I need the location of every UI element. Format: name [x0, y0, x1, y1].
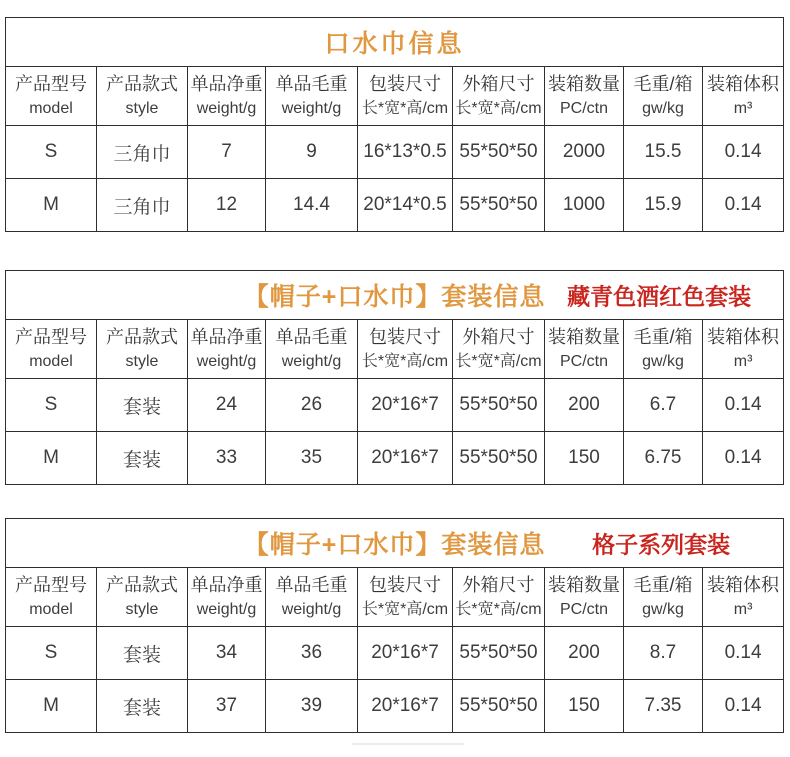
- col-header-package-size-zh: 包装尺寸: [369, 575, 441, 595]
- cell-carton-gross-weight: 6.75: [624, 432, 703, 485]
- cell-gross-weight: 14.4: [266, 179, 358, 232]
- page-root: [0, 17, 790, 757]
- col-header-net-weight-en: weight/g: [196, 353, 257, 370]
- col-header-gross-weight: [266, 320, 358, 379]
- col-header-net-weight: [188, 568, 266, 627]
- table-title: 【帽子+口水巾】套装信息: [243, 283, 546, 311]
- cell-style: 套装: [97, 627, 188, 680]
- cell-package-size: 20*16*7: [358, 432, 453, 485]
- cutoff-content-artifact: [352, 743, 464, 745]
- cell-qty-per-carton: 150: [545, 432, 624, 485]
- col-header-carton-size-zh: 外箱尺寸: [462, 74, 535, 94]
- col-header-package-size: [358, 320, 453, 379]
- cell-model: S: [6, 126, 97, 179]
- cell-net-weight: 24: [188, 379, 266, 432]
- table-subtitle: 藏青色酒红色套装: [567, 283, 752, 310]
- col-header-carton-gross-weight-en: gw/kg: [642, 353, 684, 370]
- cell-carton-volume: 0.14: [703, 680, 784, 733]
- col-header-net-weight-en: weight/g: [196, 100, 257, 117]
- col-header-style: [97, 568, 188, 627]
- col-header-carton-size: [453, 568, 545, 627]
- title-row: [6, 18, 784, 67]
- cell-gross-weight: 39: [266, 680, 358, 733]
- col-header-carton-gross-weight-zh: 毛重/箱: [633, 575, 693, 595]
- table-row-s: [6, 627, 784, 680]
- header-row: [6, 320, 784, 379]
- table-row-m: [6, 432, 784, 485]
- col-header-model: [6, 320, 97, 379]
- col-header-style: [97, 67, 188, 126]
- col-header-carton-volume-en: m³: [733, 353, 753, 370]
- col-header-carton-volume-en: m³: [733, 100, 753, 117]
- col-header-carton-volume-zh: 装箱体积: [707, 327, 780, 347]
- cell-package-size: 20*14*0.5: [358, 179, 453, 232]
- col-header-model: [6, 568, 97, 627]
- cell-carton-gross-weight: 7.35: [624, 680, 703, 733]
- col-header-package-size-zh: 包装尺寸: [369, 327, 441, 347]
- col-header-carton-size: [453, 67, 545, 126]
- col-header-carton-volume-zh: 装箱体积: [707, 575, 780, 595]
- cell-net-weight: 34: [188, 627, 266, 680]
- col-header-carton-volume: [703, 568, 784, 627]
- col-header-carton-size: [453, 320, 545, 379]
- cell-carton-gross-weight: 8.7: [624, 627, 703, 680]
- cell-gross-weight: 36: [266, 627, 358, 680]
- col-header-model-en: model: [29, 353, 73, 370]
- cell-carton-gross-weight: 15.5: [624, 126, 703, 179]
- col-header-net-weight: [188, 67, 266, 126]
- cell-gross-weight: 9: [266, 126, 358, 179]
- cell-carton-size: 55*50*50: [453, 680, 545, 733]
- col-header-carton-size-en: 长*宽*高/cm: [455, 353, 542, 370]
- col-header-model-zh: 产品型号: [15, 575, 87, 595]
- table-row-s: [6, 126, 784, 179]
- col-header-gross-weight-en: weight/g: [281, 353, 342, 370]
- col-header-model-en: model: [29, 601, 73, 618]
- col-header-gross-weight-zh: 单品毛重: [275, 74, 348, 94]
- col-header-style-zh: 产品款式: [106, 327, 178, 347]
- col-header-net-weight-zh: 单品净重: [190, 74, 263, 94]
- col-header-qty-per-carton: [545, 568, 624, 627]
- cell-carton-size: 55*50*50: [453, 379, 545, 432]
- col-header-carton-gross-weight: [624, 568, 703, 627]
- cell-model: M: [6, 680, 97, 733]
- cell-net-weight: 7: [188, 126, 266, 179]
- col-header-gross-weight-zh: 单品毛重: [275, 575, 348, 595]
- table-title-cell: [6, 519, 784, 568]
- cell-model: S: [6, 379, 97, 432]
- cell-qty-per-carton: 200: [545, 379, 624, 432]
- col-header-carton-size-zh: 外箱尺寸: [462, 327, 535, 347]
- col-header-net-weight-zh: 单品净重: [190, 327, 263, 347]
- col-header-net-weight-zh: 单品净重: [190, 575, 263, 595]
- col-header-package-size-en: 长*宽*高/cm: [361, 353, 449, 370]
- cell-gross-weight: 26: [266, 379, 358, 432]
- col-header-style-en: style: [125, 100, 159, 117]
- table-row-s: [6, 379, 784, 432]
- table-title-cell: [6, 271, 784, 320]
- col-header-qty-per-carton-en: PC/ctn: [559, 100, 608, 117]
- col-header-carton-size-zh: 外箱尺寸: [462, 575, 535, 595]
- col-header-qty-per-carton-en: PC/ctn: [559, 353, 608, 370]
- col-header-carton-size-en: 长*宽*高/cm: [455, 601, 542, 618]
- table-row-m: [6, 680, 784, 733]
- col-header-style-zh: 产品款式: [106, 74, 178, 94]
- cell-carton-gross-weight: 15.9: [624, 179, 703, 232]
- col-header-gross-weight-en: weight/g: [281, 100, 342, 117]
- cell-qty-per-carton: 150: [545, 680, 624, 733]
- col-header-carton-size-en: 长*宽*高/cm: [455, 100, 542, 117]
- col-header-package-size-en: 长*宽*高/cm: [361, 100, 449, 117]
- col-header-model-zh: 产品型号: [15, 327, 87, 347]
- col-header-style-en: style: [125, 353, 159, 370]
- col-header-qty-per-carton-zh: 装箱数量: [548, 74, 620, 94]
- header-row: [6, 568, 784, 627]
- table-set-plaid: [5, 518, 784, 733]
- cell-carton-volume: 0.14: [703, 432, 784, 485]
- col-header-net-weight-en: weight/g: [196, 601, 257, 618]
- col-header-model: [6, 67, 97, 126]
- col-header-carton-gross-weight: [624, 67, 703, 126]
- cell-carton-volume: 0.14: [703, 379, 784, 432]
- col-header-qty-per-carton: [545, 320, 624, 379]
- cell-package-size: 20*16*7: [358, 627, 453, 680]
- cell-carton-size: 55*50*50: [453, 627, 545, 680]
- col-header-qty-per-carton: [545, 67, 624, 126]
- cell-carton-volume: 0.14: [703, 627, 784, 680]
- col-header-carton-volume-zh: 装箱体积: [707, 74, 780, 94]
- cell-package-size: 20*16*7: [358, 680, 453, 733]
- title-row: [6, 271, 784, 320]
- cell-carton-volume: 0.14: [703, 126, 784, 179]
- table-row-m: [6, 179, 784, 232]
- col-header-carton-volume-en: m³: [733, 601, 753, 618]
- cell-qty-per-carton: 200: [545, 627, 624, 680]
- col-header-gross-weight-en: weight/g: [281, 601, 342, 618]
- col-header-style-zh: 产品款式: [106, 575, 178, 595]
- cell-package-size: 20*16*7: [358, 379, 453, 432]
- col-header-carton-volume: [703, 320, 784, 379]
- cell-style: 套装: [97, 680, 188, 733]
- cell-model: M: [6, 179, 97, 232]
- cell-net-weight: 37: [188, 680, 266, 733]
- cell-carton-gross-weight: 6.7: [624, 379, 703, 432]
- cell-style: 三角巾: [97, 126, 188, 179]
- col-header-model-en: model: [29, 100, 73, 117]
- col-header-style: [97, 320, 188, 379]
- table-title-cell: [6, 18, 784, 67]
- table-subtitle: 格子系列套装: [592, 531, 731, 558]
- table-set-navy-winered: [5, 270, 784, 485]
- col-header-net-weight: [188, 320, 266, 379]
- col-header-package-size-zh: 包装尺寸: [369, 74, 441, 94]
- col-header-carton-gross-weight-zh: 毛重/箱: [633, 327, 693, 347]
- col-header-carton-volume: [703, 67, 784, 126]
- cell-model: M: [6, 432, 97, 485]
- cell-qty-per-carton: 1000: [545, 179, 624, 232]
- table-bib-info: [5, 17, 784, 232]
- cell-carton-size: 55*50*50: [453, 126, 545, 179]
- col-header-package-size: [358, 568, 453, 627]
- col-header-carton-gross-weight-en: gw/kg: [642, 100, 684, 117]
- cell-carton-volume: 0.14: [703, 179, 784, 232]
- cell-gross-weight: 35: [266, 432, 358, 485]
- title-row: [6, 519, 784, 568]
- cell-style: 三角巾: [97, 179, 188, 232]
- col-header-carton-gross-weight: [624, 320, 703, 379]
- col-header-package-size: [358, 67, 453, 126]
- cell-style: 套装: [97, 432, 188, 485]
- table-title: 【帽子+口水巾】套装信息: [243, 531, 546, 559]
- col-header-gross-weight: [266, 568, 358, 627]
- header-row: [6, 67, 784, 126]
- col-header-gross-weight: [266, 67, 358, 126]
- table-title: 口水巾信息: [324, 30, 465, 58]
- col-header-qty-per-carton-zh: 装箱数量: [548, 575, 620, 595]
- cell-model: S: [6, 627, 97, 680]
- cell-net-weight: 33: [188, 432, 266, 485]
- cell-net-weight: 12: [188, 179, 266, 232]
- col-header-gross-weight-zh: 单品毛重: [275, 327, 348, 347]
- cell-style: 套装: [97, 379, 188, 432]
- col-header-style-en: style: [125, 601, 159, 618]
- col-header-model-zh: 产品型号: [15, 74, 87, 94]
- col-header-carton-gross-weight-zh: 毛重/箱: [633, 74, 693, 94]
- cell-package-size: 16*13*0.5: [358, 126, 453, 179]
- cell-qty-per-carton: 2000: [545, 126, 624, 179]
- col-header-qty-per-carton-zh: 装箱数量: [548, 327, 620, 347]
- col-header-qty-per-carton-en: PC/ctn: [559, 601, 608, 618]
- cell-carton-size: 55*50*50: [453, 179, 545, 232]
- col-header-carton-gross-weight-en: gw/kg: [642, 601, 684, 618]
- cell-carton-size: 55*50*50: [453, 432, 545, 485]
- col-header-package-size-en: 长*宽*高/cm: [361, 601, 449, 618]
